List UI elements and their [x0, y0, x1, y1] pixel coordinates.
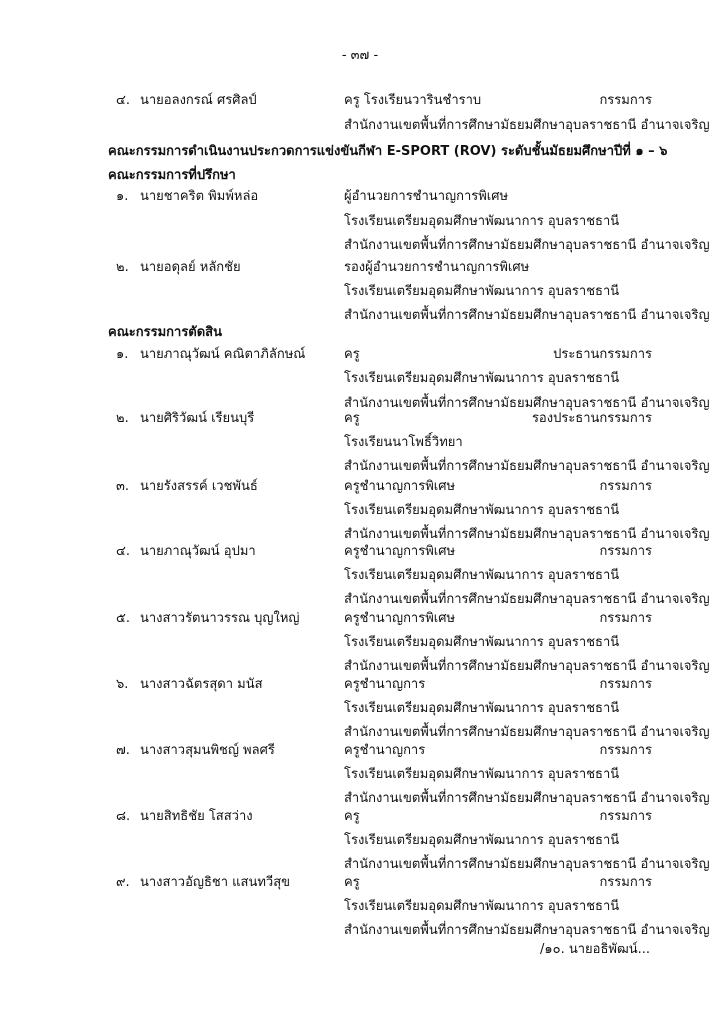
entry-number: ๑.: [116, 347, 129, 362]
entry-number: ๒.: [116, 260, 129, 275]
entry-school: โรงเรียนเตรียมอุดมศึกษาพัฒนาการ อุบลราชธานี: [344, 701, 620, 716]
entry-school: โรงเรียนเตรียมอุดมศึกษาพัฒนาการ อุบลราชธานี: [344, 767, 620, 782]
entry-office: สำนักงานเขตพื้นที่การศึกษามัธยมศึกษาอุบลราชธานี อำนาจเจริญ: [344, 527, 710, 542]
entry-number: ๒.: [116, 411, 129, 426]
entry-office: สำนักงานเขตพื้นที่การศึกษามัธยมศึกษาอุบลราชธานี อำนาจเจริญ: [344, 791, 710, 806]
entry-name: นางสาวอัญธิชา แสนทวีสุข: [140, 875, 291, 890]
entry-school: โรงเรียนเตรียมอุดมศึกษาพัฒนาการ อุบลราชธานี: [344, 284, 620, 299]
entry-school: โรงเรียนเตรียมอุดมศึกษาพัฒนาการ อุบลราชธานี: [344, 503, 620, 518]
entry-number: ๘.: [116, 809, 131, 824]
next-page-hint: /๑๐. นายอธิพัฒน์...: [540, 942, 650, 957]
entry-office: สำนักงานเขตพื้นที่การศึกษามัธยมศึกษาอุบลราชธานี อำนาจเจริญ: [344, 725, 710, 740]
entry-number: ๓.: [116, 479, 130, 494]
entry-role: กรรมการ: [599, 479, 652, 494]
entry-role: รองประธานกรรมการ: [531, 411, 652, 426]
entry-office: สำนักงานเขตพื้นที่การศึกษามัธยมศึกษาอุบลราชธานี อำนาจเจริญ: [344, 118, 710, 133]
entry-school: โรงเรียนเตรียมอุดมศึกษาพัฒนาการ อุบลราชธานี: [344, 899, 620, 914]
entry-role: กรรมการ: [599, 743, 652, 758]
entry-name: นายภาณุวัฒน์ อุปมา: [140, 544, 256, 559]
entry-office: สำนักงานเขตพื้นที่การศึกษามัธยมศึกษาอุบลราชธานี อำนาจเจริญ: [344, 238, 710, 253]
entry-name: นายอดุลย์ หลักชัย: [140, 260, 241, 275]
entry-role: กรรมการ: [599, 875, 652, 890]
entry-office: สำนักงานเขตพื้นที่การศึกษามัธยมศึกษาอุบลราชธานี อำนาจเจริญ: [344, 459, 710, 474]
entry-name: นายสิทธิชัย โสสว่าง: [140, 809, 253, 824]
entry-role: ประธานกรรมการ: [553, 347, 652, 362]
entry-position: ครู: [344, 411, 360, 426]
entry-name: นายศิริวัฒน์ เรียนบุรี: [140, 411, 255, 426]
entry-office: สำนักงานเขตพื้นที่การศึกษามัธยมศึกษาอุบลราชธานี อำนาจเจริญ: [344, 857, 710, 872]
entry-number: ๕.: [116, 611, 130, 626]
entry-office: สำนักงานเขตพื้นที่การศึกษามัธยมศึกษาอุบลราชธานี อำนาจเจริญ: [344, 308, 710, 323]
entry-number: ๔.: [116, 93, 130, 108]
advisors-heading: คณะกรรมการที่ปรึกษา: [108, 168, 236, 183]
entry-position: ครู: [344, 347, 360, 362]
entry-school: โรงเรียนเตรียมอุดมศึกษาพัฒนาการ อุบลราชธานี: [344, 833, 620, 848]
entry-office: สำนักงานเขตพื้นที่การศึกษามัธยมศึกษาอุบลราชธานี อำนาจเจริญ: [344, 396, 710, 411]
entry-position: ครูชำนาญการ: [344, 743, 426, 758]
entry-office: สำนักงานเขตพื้นที่การศึกษามัธยมศึกษาอุบลราชธานี อำนาจเจริญ: [344, 923, 710, 938]
entry-name: นายรังสรรค์ เวชพันธ์: [140, 479, 258, 494]
entry-position: ครู: [344, 875, 360, 890]
entry-role: กรรมการ: [599, 93, 652, 108]
entry-number: ๙.: [116, 875, 130, 890]
entry-position: ครูชำนาญการ: [344, 677, 426, 692]
entry-school: โรงเรียนนาโพธิ์วิทยา: [344, 435, 463, 450]
entry-office: สำนักงานเขตพื้นที่การศึกษามัธยมศึกษาอุบลราชธานี อำนาจเจริญ: [344, 659, 710, 674]
entry-position: ครูชำนาญการพิเศษ: [344, 544, 456, 559]
entry-role: กรรมการ: [599, 809, 652, 824]
main-heading: คณะกรรมการดำเนินงานประกวดการแข่งขันกีฬา E-SPORT (ROV) ระดับชั้นมัธยมศึกษาปีที่ ๑ – ๖: [108, 144, 668, 159]
entry-position: ครู โรงเรียนวารินชำราบ: [344, 93, 482, 108]
page-number: - ๓๗ -: [341, 48, 379, 63]
entry-name: นางสาวรัตนาวรรณ บุญใหญ่: [140, 611, 300, 626]
entry-role: กรรมการ: [599, 611, 652, 626]
entry-name: นางสาวฉัตรสุดา มนัส: [140, 677, 263, 692]
entry-position: ครู: [344, 809, 360, 824]
entry-position: ครูชำนาญการพิเศษ: [344, 479, 456, 494]
judges-heading: คณะกรรมการตัดสิน: [108, 325, 223, 340]
entry-role: กรรมการ: [599, 677, 652, 692]
entry-number: ๗.: [116, 743, 130, 758]
entry-school: โรงเรียนเตรียมอุดมศึกษาพัฒนาการ อุบลราชธานี: [344, 568, 620, 583]
entry-school: โรงเรียนเตรียมอุดมศึกษาพัฒนาการ อุบลราชธานี: [344, 371, 620, 386]
entry-school: โรงเรียนเตรียมอุดมศึกษาพัฒนาการ อุบลราชธานี: [344, 635, 620, 650]
entry-position: รองผู้อำนวยการชำนาญการพิเศษ: [344, 260, 530, 275]
entry-office: สำนักงานเขตพื้นที่การศึกษามัธยมศึกษาอุบลราชธานี อำนาจเจริญ: [344, 592, 710, 607]
entry-position: ผู้อำนวยการชำนาญการพิเศษ: [344, 189, 509, 204]
entry-role: กรรมการ: [599, 544, 652, 559]
entry-name: นายชาคริต พิมพ์หล่อ: [140, 189, 259, 204]
entry-name: นายอลงกรณ์ ศรศิลป์: [140, 93, 257, 108]
entry-name: นายภาณุวัฒน์ คณิตาภิลักษณ์: [140, 347, 306, 362]
entry-name: นางสาวสุมนพิชญ์ พลศรี: [140, 743, 275, 758]
entry-number: ๑.: [116, 189, 129, 204]
entry-position: ครูชำนาญการพิเศษ: [344, 611, 456, 626]
entry-school: โรงเรียนเตรียมอุดมศึกษาพัฒนาการ อุบลราชธานี: [344, 214, 620, 229]
entry-number: ๔.: [116, 544, 130, 559]
entry-number: ๖.: [116, 677, 129, 692]
